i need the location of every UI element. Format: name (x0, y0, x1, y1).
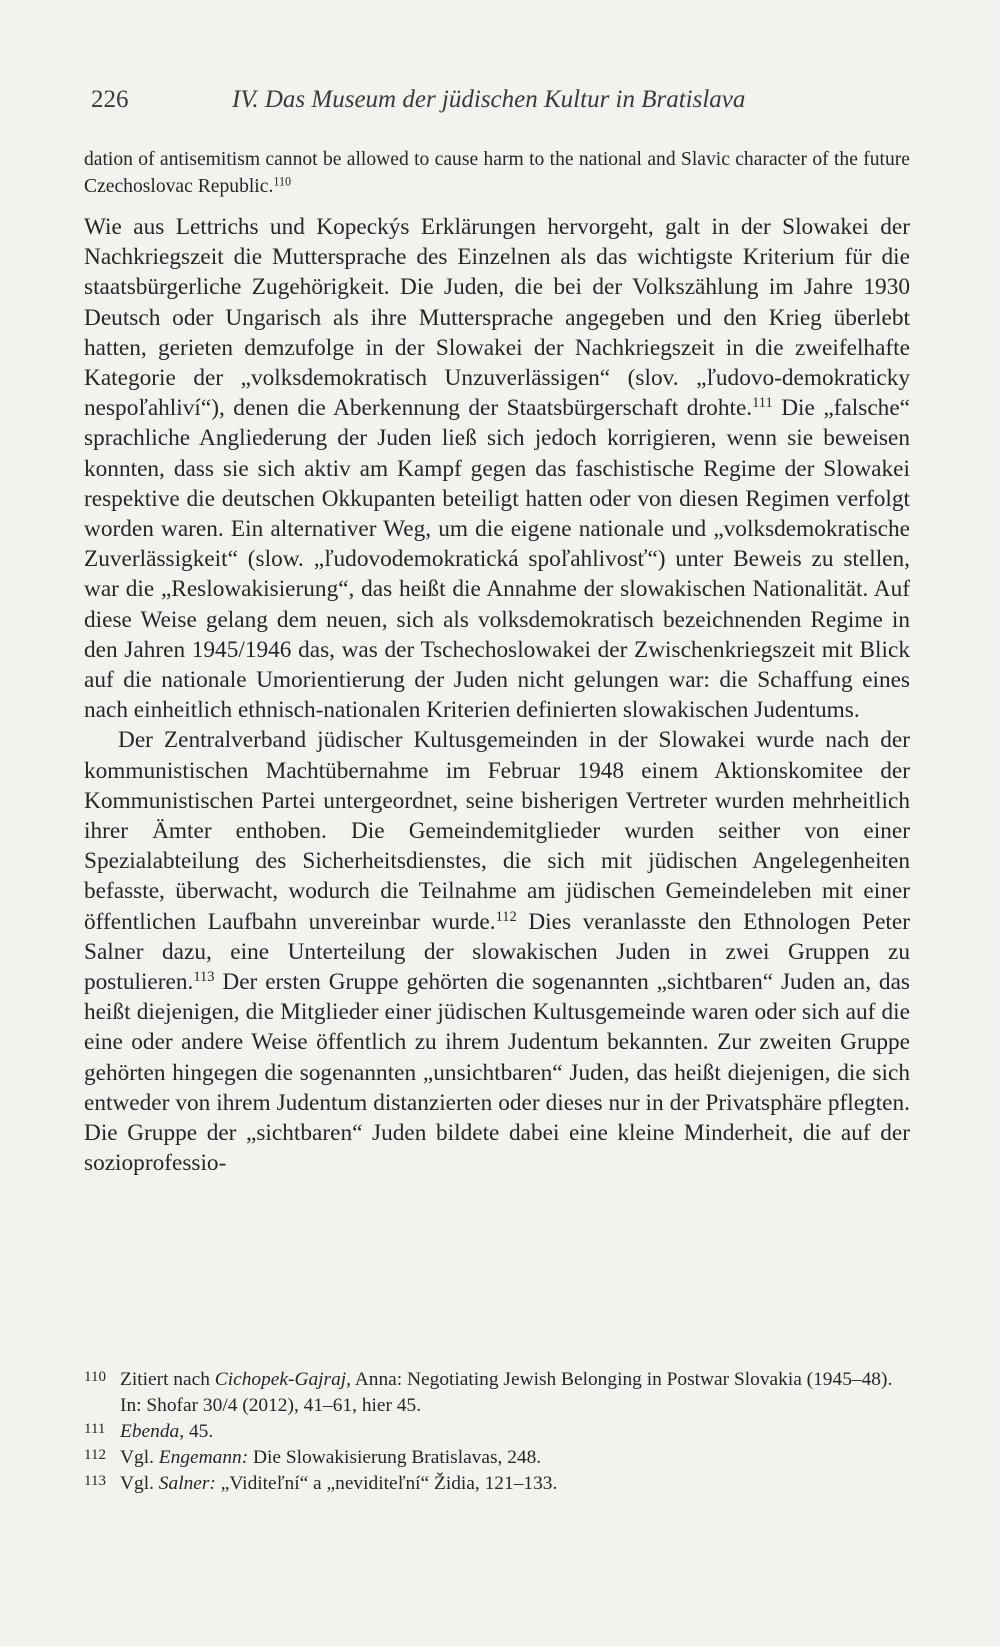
page-number: 226 (91, 86, 129, 113)
footnote-number: 112 (84, 1447, 106, 1463)
footnote-113 (84, 1471, 910, 1497)
footnote-author: Cichopek-Gajraj, (214, 1369, 352, 1390)
footnote-112 (84, 1445, 910, 1471)
footnote-author: Engemann: (158, 1447, 249, 1468)
footnote-prefix: Vgl. (120, 1473, 159, 1494)
footnotes (84, 1367, 910, 1497)
footnote-text: Die Slowakisierung Bratislavas, 248. (248, 1447, 542, 1468)
running-title: IV. Das Museum der jüdischen Kultur in Bratislava (232, 86, 746, 113)
paragraph-1 (84, 212, 910, 725)
footnote-prefix: Vgl. (120, 1447, 159, 1468)
paragraph-1-text-b: Die „falsche“ sprachliche Angliederung der Juden ließ sich jedoch korrigieren, wenn sie beweisen konnten, dass sie sich aktiv am Kampf gegen das faschistische Regime der Slowakei respektive die deutschen Okkupanten beteiligt hatten oder von diesen Regimen verfolgt worden waren. Ein alternativer Weg, um die eigene nationale und „volksdemokratische Zuverlässigkeit“ (slow. „ľudovodemokratická spoľahlivosť“) unter Beweis zu stellen, war die „Reslowakisierung“, das heißt die Annahme der slowakischen Nationalität. Auf diese Weise gelang dem neuen, sich als volksdemokratisch bezeichnenden Regime in den Jahren 1945/1946 das, was der Tschechoslowakei der Zwischenkriegszeit mit Blick auf die nationale Umorientierung der Juden nicht gelungen war: die Schaffung eines nach einheitlich ethnisch-nationalen Kriterien definierten slowakischen Judentums. (84, 395, 910, 724)
footnote-110 (84, 1367, 910, 1419)
paragraph-2-text-c: Der ersten Gruppe gehörten die sogenannten „sichtbaren“ Juden an, das heißt diejenigen, die Mitglieder einer jüdischen Kultusgemeinde waren oder sich auf die eine oder andere Weise öffentlich zu ihrem Judentum bekannten. Zur zweiten Gruppe gehörten hingegen die sogenannten „unsichtbaren“ Juden, das heißt diejenigen, die sich entweder von ihrem Judentum distanzierten oder dieses nur in der Privatsphäre pflegten. Die Gruppe der „sichtbaren“ Juden bildete dabei eine kleine Minderheit, die auf der sozioprofessio- (84, 969, 910, 1177)
footnote-number: 113 (84, 1473, 106, 1489)
paragraph-1-text-a: Wie aus Lettrichs und Kopeckýs Erklärungen hervorgeht, galt in der Slowakei der Nachkriegszeit die Muttersprache des Einzelnen als das wichtigste Kriterium für die staatsbürgerliche Zugehörigkeit. Die Juden, die bei der Volkszählung im Jahre 1930 Deutsch oder Ungarisch als ihre Muttersprache angegeben und den Krieg überlebt hatten, gerieten demzufolge in der Slowakei der Nachkriegszeit in die zweifelhafte Kategorie der „volksdemokratisch Unzuverlässigen“ (slov. „ľudovo-demokraticky nespoľahliví“), denen die Aberkennung der Staatsbürgerschaft drohte. (84, 214, 910, 422)
footnote-ref-113[interactable]: 113 (193, 969, 215, 986)
footnote-number: 110 (84, 1369, 106, 1385)
footnote-text: „Viditeľní“ a „neviditeľní“ Židia, 121–133. (215, 1473, 558, 1494)
paragraph-2 (84, 725, 910, 1178)
block-quote-end (84, 146, 910, 200)
footnote-text: Anna: Negotiating Jewish Belonging in Postwar Slovakia (1945–48). In: Shofar 30/4 (2012), 41–61, hier 45. (120, 1369, 893, 1416)
footnote-text: 45. (184, 1421, 214, 1442)
footnote-number: 111 (84, 1421, 106, 1437)
quote-text: dation of antisemitism cannot be allowed to cause harm to the national and Slavic character of the future Czechoslovac Republic. (84, 149, 910, 197)
main-text (84, 146, 910, 1179)
footnote-ref-111[interactable]: 111 (752, 395, 773, 412)
paragraph-2-text-b: Dies veranlasste den Ethnologen Peter Salner dazu, eine Unterteilung der slowakischen Juden in zwei Gruppen zu postulieren. (84, 908, 910, 996)
footnote-author: Ebenda, (120, 1421, 185, 1442)
footnote-prefix: Zitiert nach (120, 1369, 215, 1390)
footnote-ref-110[interactable]: 110 (273, 174, 292, 189)
footnote-111 (84, 1419, 910, 1445)
paragraph-2-text-a: Der Zentralverband jüdischer Kultusgemeinden in der Slowakei wurde nach der kommunistischen Machtübernahme im Februar 1948 einem Aktionskomitee der Kommunistischen Partei untergeordnet, seine bisherigen Vertreter wurden mehrheitlich ihrer Ämter enthoben. Die Gemeindemitglieder wurden seither von einer Spezialabteilung des Sicherheitsdienstes, die sich mit jüdischen Angelegenheiten befasste, überwacht, wodurch die Teilnahme am jüdischen Gemeindeleben mit einer öffentlichen Laufbahn unvereinbar wurde. (84, 727, 910, 935)
footnote-ref-112[interactable]: 112 (495, 908, 517, 925)
footnote-author: Salner: (158, 1473, 216, 1494)
page-header (91, 86, 921, 114)
